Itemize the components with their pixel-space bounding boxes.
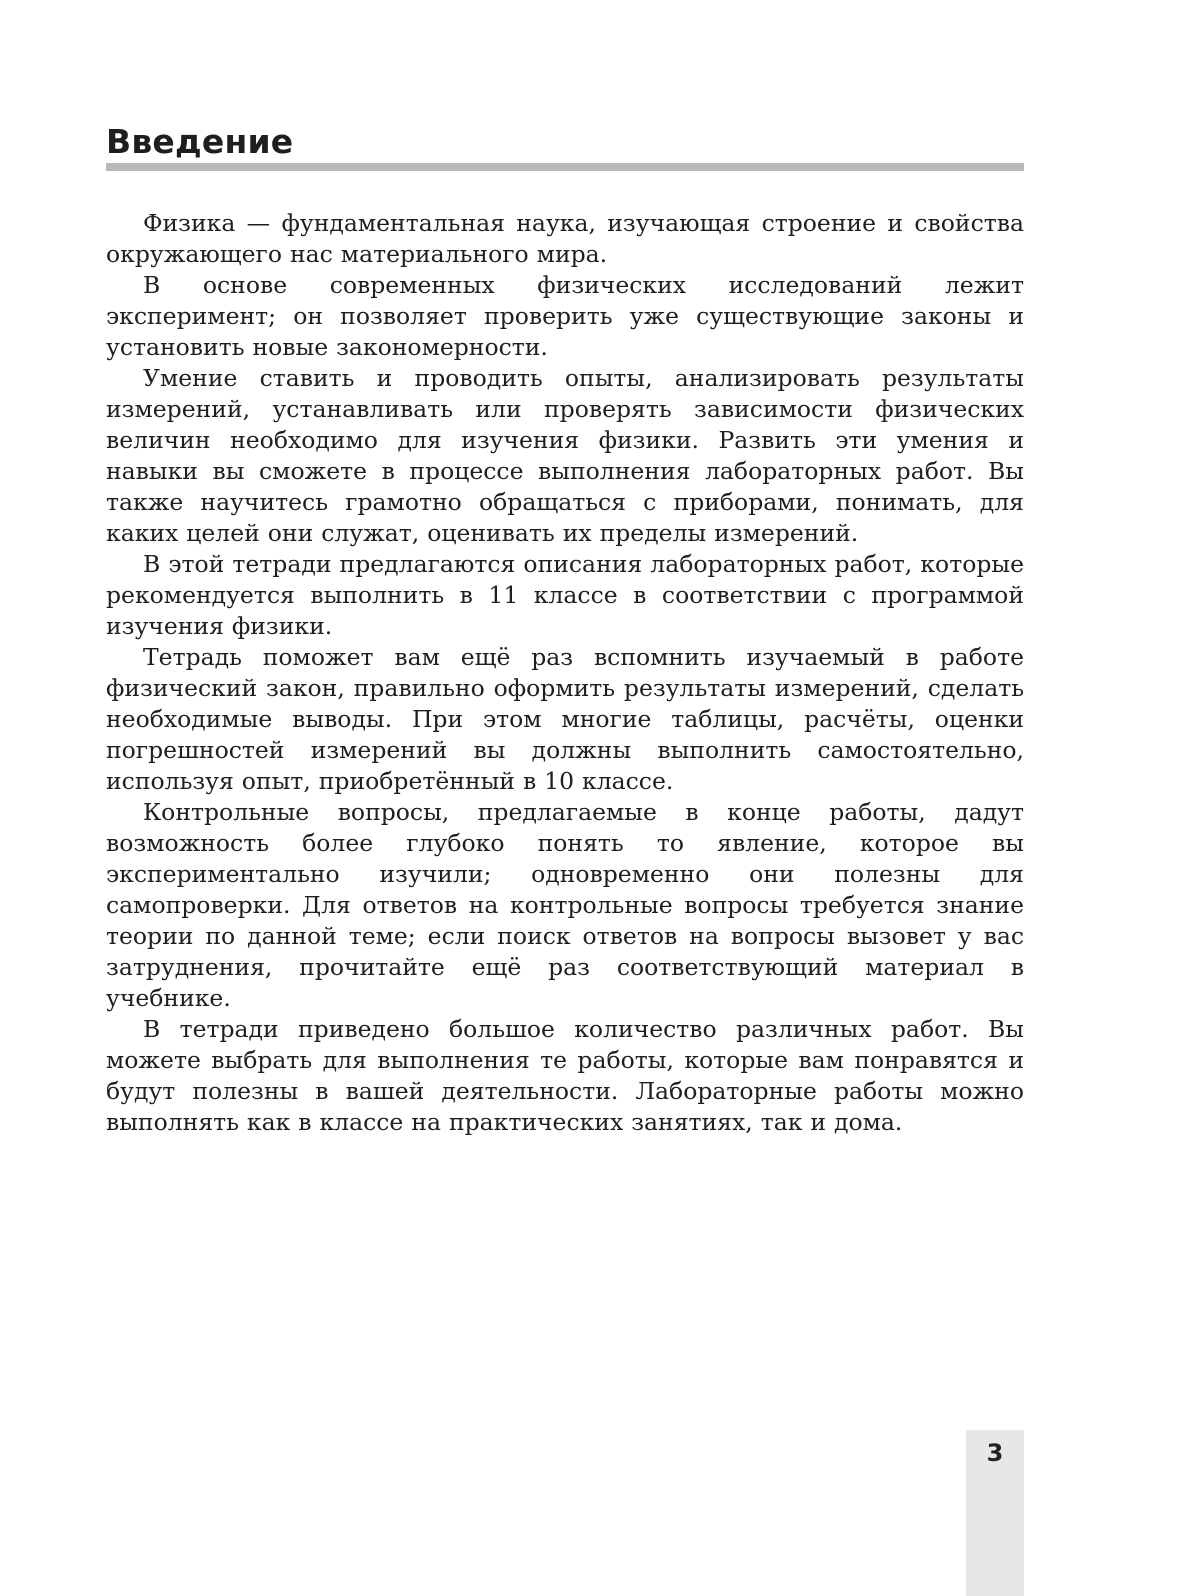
page-number-tab — [966, 1430, 1024, 1596]
page-title: Введение — [106, 122, 294, 161]
paragraph: В тетради приведено большое количество различных работ. Вы можете выбрать для выполнения те работы, которые вам понравятся и будут полезны в вашей деятельности. Лабораторные работы можно выполнять как в классе на практических занятиях, так и дома. — [106, 1015, 1024, 1136]
body-text — [106, 208, 1024, 1138]
page-number: 3 — [986, 1439, 1004, 1467]
paragraph: В этой тетради предлагаются описания лабораторных работ, которые рекомендуется выполнить в 11 классе в соответствии с программой изучения физики. — [106, 550, 1024, 640]
paragraph: Умение ставить и проводить опыты, анализировать результаты измерений, устанавливать или проверять зависимости физических величин необходимо для изучения физики. Развить эти умения и навыки вы сможете в процессе выполнения лабораторных работ. Вы также научитесь грамотно обращаться с приборами, понимать, для каких целей они служат, оценивать их пределы измерений. — [106, 364, 1024, 547]
paragraph: Тетрадь поможет вам ещё раз вспомнить изучаемый в работе физический закон, правильно оформить результаты измерений, сделать необходимые выводы. При этом многие таблицы, расчёты, оценки погрешностей измерений вы должны выполнить самостоятельно, используя опыт, приобретённый в 10 классе. — [106, 643, 1024, 795]
title-underline-rule — [106, 163, 1024, 171]
paragraph: В основе современных физических исследований лежит эксперимент; он позволяет проверить уже существующие законы и установить новые закономерности. — [106, 271, 1024, 361]
paragraph: Физика — фундаментальная наука, изучающая строение и свойства окружающего нас материального мира. — [106, 209, 1024, 268]
paragraph: Контрольные вопросы, предлагаемые в конце работы, дадут возможность более глубоко понять то явление, которое вы экспериментально изучили; одновременно они полезны для самопроверки. Для ответов на контрольные вопросы требуется знание теории по данной теме; если поиск ответов на вопросы вызовет у вас затруднения, прочитайте ещё раз соответствующий материал в учебнике. — [106, 798, 1024, 1012]
